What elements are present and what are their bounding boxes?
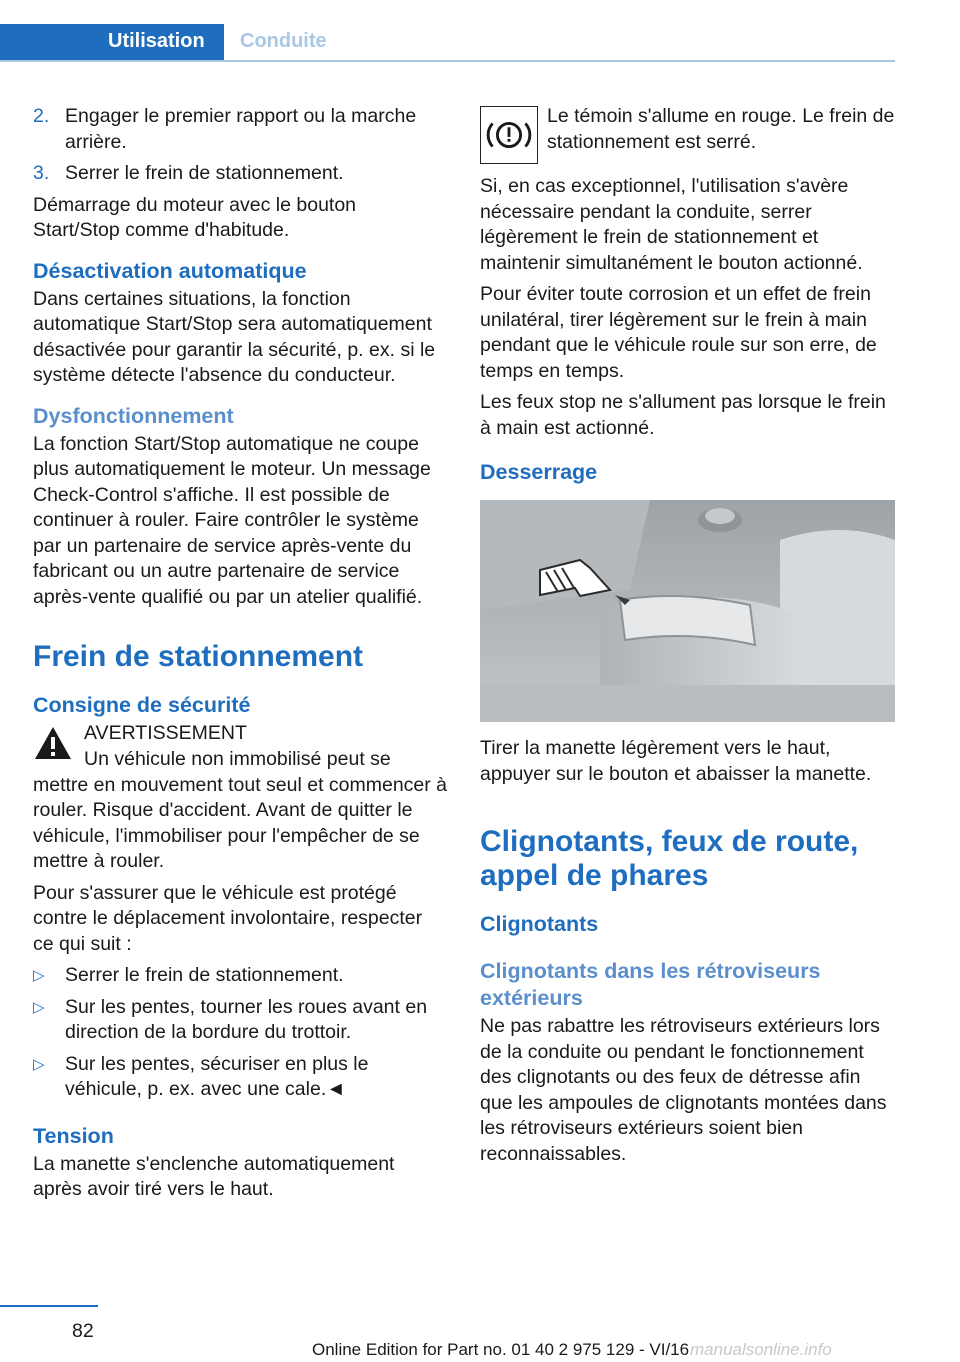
- heading-parking-brake: Frein de stationnement: [33, 640, 364, 673]
- list-item: [33, 995, 448, 1046]
- step-item: [33, 104, 448, 155]
- heading-safety: Consigne de sécurité: [33, 693, 251, 717]
- paragraph-lamp: Le témoin s'allume en rouge. Le frein de stationnement est serré.: [547, 105, 895, 153]
- tab-conduite[interactable]: Conduite: [240, 30, 327, 52]
- paragraph-stop-lights: Les feux stop ne s'allument pas lorsque le frein à main est actionné.: [480, 391, 886, 439]
- heading-malfunction: Dysfonctionnement: [33, 403, 234, 428]
- list-item-text: Serrer le frein de stationnement.: [65, 964, 344, 986]
- page-header: [0, 0, 960, 62]
- list-item: [33, 963, 448, 989]
- warning-body: Un véhicule non immobilisé peut se mettre en mouvement tout seul et commencer à rouler. Risque d'accident. Avant de quitter le véhicule, l'immobiliser pour l'empêcher de se mettre à rouler.: [33, 748, 448, 872]
- heading-turn-signals: Clignotants, feux de route, appel de phares: [480, 825, 859, 892]
- page-number: 82: [72, 1320, 94, 1342]
- edition-line: Online Edition for Part no. 01 40 2 975 129 - VI/16: [312, 1340, 690, 1359]
- warning-block: [33, 721, 448, 775]
- heading-blinkers: Clignotants: [480, 912, 599, 936]
- paragraph-mirror-blinkers: Ne pas rabattre les rétroviseurs extérieurs lors de la conduite ou pendant le fonctionnement des clignotants ou des feux de détresse afin que les ampoules de clignotants montées dans les rétroviseurs extérieurs soient bien reconnaissables.: [480, 1015, 887, 1165]
- paragraph-start: Démarrage du moteur avec le bouton Start/Stop comme d'habitude.: [33, 193, 357, 241]
- header-divider: [0, 60, 895, 62]
- warning-title: AVERTISSEMENT: [84, 722, 247, 744]
- bullet-icon: ▷: [33, 1055, 45, 1073]
- heading-mirror-blinkers: Clignotants dans les rétroviseurs extérieurs: [480, 959, 821, 1010]
- step-number: 3.: [33, 162, 50, 184]
- list-item: [33, 1052, 448, 1103]
- right-column: [480, 104, 898, 1173]
- bullet-icon: ▷: [33, 967, 45, 984]
- paragraph-tension: La manette s'enclenche automatiquement après avoir tiré vers le haut.: [33, 1152, 395, 1200]
- indicator-block: [480, 104, 898, 166]
- paragraph-corrosion: Pour éviter toute corrosion et un effet de frein unilatéral, tirer légèrement sur le frein à main pendant que le véhicule roule sur son erre, de temps en temps.: [480, 283, 877, 382]
- warning-triangle-icon: [33, 725, 73, 761]
- paragraph-exception: Si, en cas exceptionnel, l'utilisation s'avère nécessaire pendant la conduite, serrer légèrement le frein de stationnement et maintenir simultanément le bouton actionné.: [480, 175, 863, 274]
- step-item: [33, 161, 448, 187]
- step-number: 2.: [33, 105, 50, 127]
- footer-divider: [0, 1305, 98, 1307]
- handbrake-photo: [480, 500, 895, 722]
- tab-utilisation[interactable]: Utilisation: [108, 30, 205, 52]
- paragraph-release: Tirer la manette légèrement vers le haut, appuyer sur le bouton et abaisser la manette.: [480, 737, 872, 785]
- brake-warning-lamp-icon: [480, 106, 538, 164]
- paragraph-auto-off: Dans certaines situations, la fonction automatique Start/Stop sera automatiquement désactivée pour garantir la sécurité, p. ex. si le système détecte l'absence du conducteur.: [33, 287, 436, 386]
- list-item-text: Sur les pentes, tourner les roues avant en direction de la bordure du trottoir.: [65, 995, 428, 1043]
- heading-tension: Tension: [33, 1123, 114, 1148]
- left-column: [33, 104, 448, 1209]
- paragraph-ensure: Pour s'assurer que le véhicule est protégé contre le déplacement involontaire, respecter ce qui suit :: [33, 881, 423, 955]
- step-text: Serrer le frein de stationnement.: [65, 162, 344, 184]
- bullet-icon: ▷: [33, 998, 45, 1016]
- watermark: manualsonline.info: [690, 1340, 832, 1359]
- step-text: Engager le premier rapport ou la marche arrière.: [65, 105, 417, 153]
- heading-auto-off: Désactivation automatique: [33, 258, 307, 283]
- heading-release: Desserrage: [480, 460, 598, 484]
- list-item-text: Sur les pentes, sécuriser en plus le véhicule, p. ex. avec une cale.◄: [65, 1052, 369, 1100]
- paragraph-malfunction: La fonction Start/Stop automatique ne coupe plus automatiquement le moteur. Un message Check-Control s'affiche. Il est possible de continuer à rouler. Faire contrôler le système par un partenaire de service après-vente du fabricant ou un autre partenaire de service après-vente qualifié ou par un atelier qualifié.: [33, 432, 431, 608]
